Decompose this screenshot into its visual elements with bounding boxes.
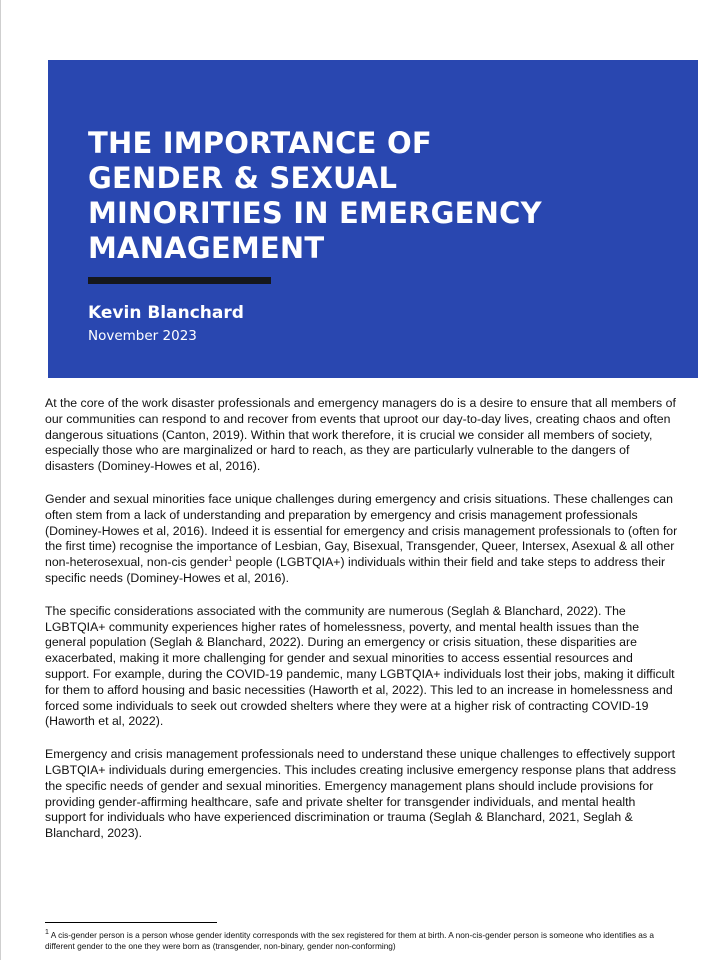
author-name: Kevin Blanchard <box>88 303 244 323</box>
body-text <box>45 396 679 859</box>
footnote-separator <box>45 922 217 923</box>
paragraph-2-text-b: people (LGBTQIA+) individuals within their field and take steps to address their specific needs (Dominey-Howes et al, 2016). <box>45 555 666 585</box>
footnote-marker: 1 <box>45 929 49 937</box>
paragraph-2-text-a: Gender and sexual minorities face unique challenges during emergency and crisis situations. These challenges can often stem from a lack of understanding and preparation by emergency and crisis management professionals (Dominey-Howes et al, 2016). Indeed it is essential for emergency and crisis management professionals to (often for the first time) recognise the importance of Lesbian, Gay, Bisexual, Transgender, Queer, Intersex, Asexual & all other non-heterosexual, non-cis gender <box>45 491 678 570</box>
paragraph-3: The specific considerations associated with the community are numerous (Seglah & Blanchard, 2022). The LGBTQIA+ community experiences higher rates of homelessness, poverty, and mental health issues than the general population (Seglah & Blanchard, 2022). During an emergency or crisis situation, these disparities are exacerbated, making it more challenging for gender and sexual minorities to access essential resources and support. For example, during the COVID-19 pandemic, many LGBTQIA+ individuals lost their jobs, making it difficult for them to afford housing and basic necessities (Haworth et al, 2022). This led to an increase in homelessness and forced some individuals to seek out crowded shelters where they were at a higher risk of contracting COVID-19 (Haworth et al, 2022). <box>45 603 675 729</box>
title-line-2: GENDER & SEXUAL <box>88 161 398 195</box>
publication-date: November 2023 <box>88 328 197 344</box>
title-underline <box>88 277 271 284</box>
footnote <box>45 930 685 952</box>
title-line-4: MANAGEMENT <box>88 231 325 265</box>
footnote-text: A cis-gender person is a person whose gender identity corresponds with the sex registered for them at birth. A non-cis-gender person is someone who identifies as a different gender to the one they were born as (transgender, non-binary, gender non-conforming) <box>45 930 654 951</box>
paragraph-1: At the core of the work disaster professionals and emergency managers do is a desire to ensure that all members of our communities can respond to and recover from events that uproot our day-to-day lives, creating chaos and often dangerous situations (Canton, 2019). Within that work therefore, it is crucial we consider all members of society, especially those who are marginalized or hard to reach, as they are particularly vulnerable to the dangers of disasters (Dominey-Howes et al, 2016). <box>45 396 676 474</box>
footnote-ref[interactable]: 1 <box>228 556 233 564</box>
page-edge <box>0 0 1 960</box>
title-banner <box>48 60 698 378</box>
paragraph-4: Emergency and crisis management professionals need to understand these unique challenges to effectively support LGBTQIA+ individuals during emergencies. This includes creating inclusive emergency response plans that address the specific needs of gender and sexual minorities. Emergency management plans should include provisions for providing gender-affirming healthcare, safe and private shelter for transgender individuals, and mental health support for individuals who have experienced discrimination or trauma (Seglah & Blanchard, 2021, Seglah & Blanchard, 2023). <box>45 747 677 841</box>
paragraph-2 <box>45 492 679 587</box>
title-line-1: THE IMPORTANCE OF <box>88 126 432 160</box>
title-line-3: MINORITIES IN EMERGENCY <box>88 196 542 230</box>
document-title <box>88 126 648 266</box>
